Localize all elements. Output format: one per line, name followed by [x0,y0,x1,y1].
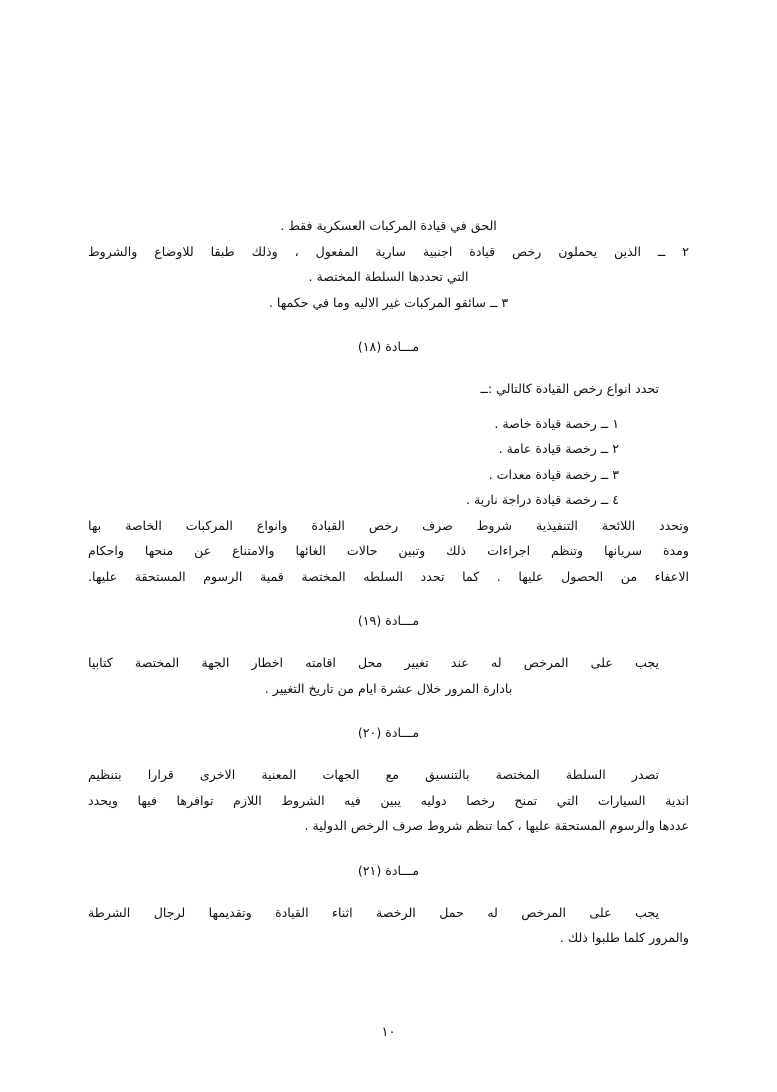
text-line: يجب على المرخص له عند تغيير محل اقامته اخطار الجهة المختصة كتابيا [88,655,659,670]
text-line: وتحدد اللائحة التنفيذية شروط صرف رخص القيادة وانواع المركبات الخاصة بها [88,517,689,533]
article-heading-18: مـــادة (١٨) [357,339,420,354]
list-item: ٣ ــ رخصة قيادة معدات . [488,466,619,482]
text-line: التي تحددها السلطة المختصة . [308,269,469,284]
text-line: يجب على المرخص له حمل الرخصة اثناء القيادة وتقديمها لرجال الشرطة [88,904,659,920]
text-line: تحدد انواع رخص القيادة كالتالي :ــ [480,381,659,396]
document-body [88,213,689,951]
list-item: ٢ ــ رخصة قيادة عامة . [498,441,619,456]
text-line: تصدر السلطة المختصة بالتنسيق مع الجهات المعنية الاخرى قرارا بتنظيم [88,767,659,782]
paragraph-article-18 [88,376,689,589]
text-line: بادارة المرور خلال عشرة ايام من تاريخ التغيير . [264,680,513,696]
paragraph-article-19 [88,650,689,701]
list-item: ١ ــ رخصة قيادة خاصة . [494,415,619,431]
text-line: ٣ ــ سائقو المركبات غير الاليه وما في حكمها . [268,294,509,310]
text-line: اندية السيارات التي تمنح رخصا دوليه يبين فيه الشروط اللازم توافرها فيها ويحدد [88,792,689,808]
article-heading-21: مـــادة (٢١) [357,862,420,878]
text-line: الحق في قيادة المركبات العسكرية فقط . [280,218,497,233]
paragraph-intro [88,213,689,315]
paragraph-article-21 [88,900,689,951]
paragraph-article-20 [88,762,689,839]
text-line: عددها والرسوم المستحقة عليها ، كما تنظم شروط صرف الرخص الدولية . [304,818,689,833]
text-line: ومدة سريانها وتنظم اجراءات ذلك وتبين حالات الغائها والامتناع عن منحها واحكام [88,543,689,558]
text-line: والمرور كلما طلبوا ذلك . [559,930,689,945]
article-heading-19: مـــادة (١٩) [357,613,420,628]
text-line: الاعفاء من الحصول عليها . كما تحدد السلطه المختصة قمية الرسوم المستحقة عليها. [88,568,689,584]
list-item: ٤ ــ رخصة قيادة دراجة نارية . [466,492,619,507]
spacer [88,402,689,411]
article-heading-20: مـــادة (٢٠) [357,725,420,740]
page-number: ١٠ [381,1025,396,1040]
text-line: ٢ ــ الذين يحملون رخص قيادة اجنبية سارية المفعول ، وذلك طبقا للاوضاع والشروط [88,243,689,259]
